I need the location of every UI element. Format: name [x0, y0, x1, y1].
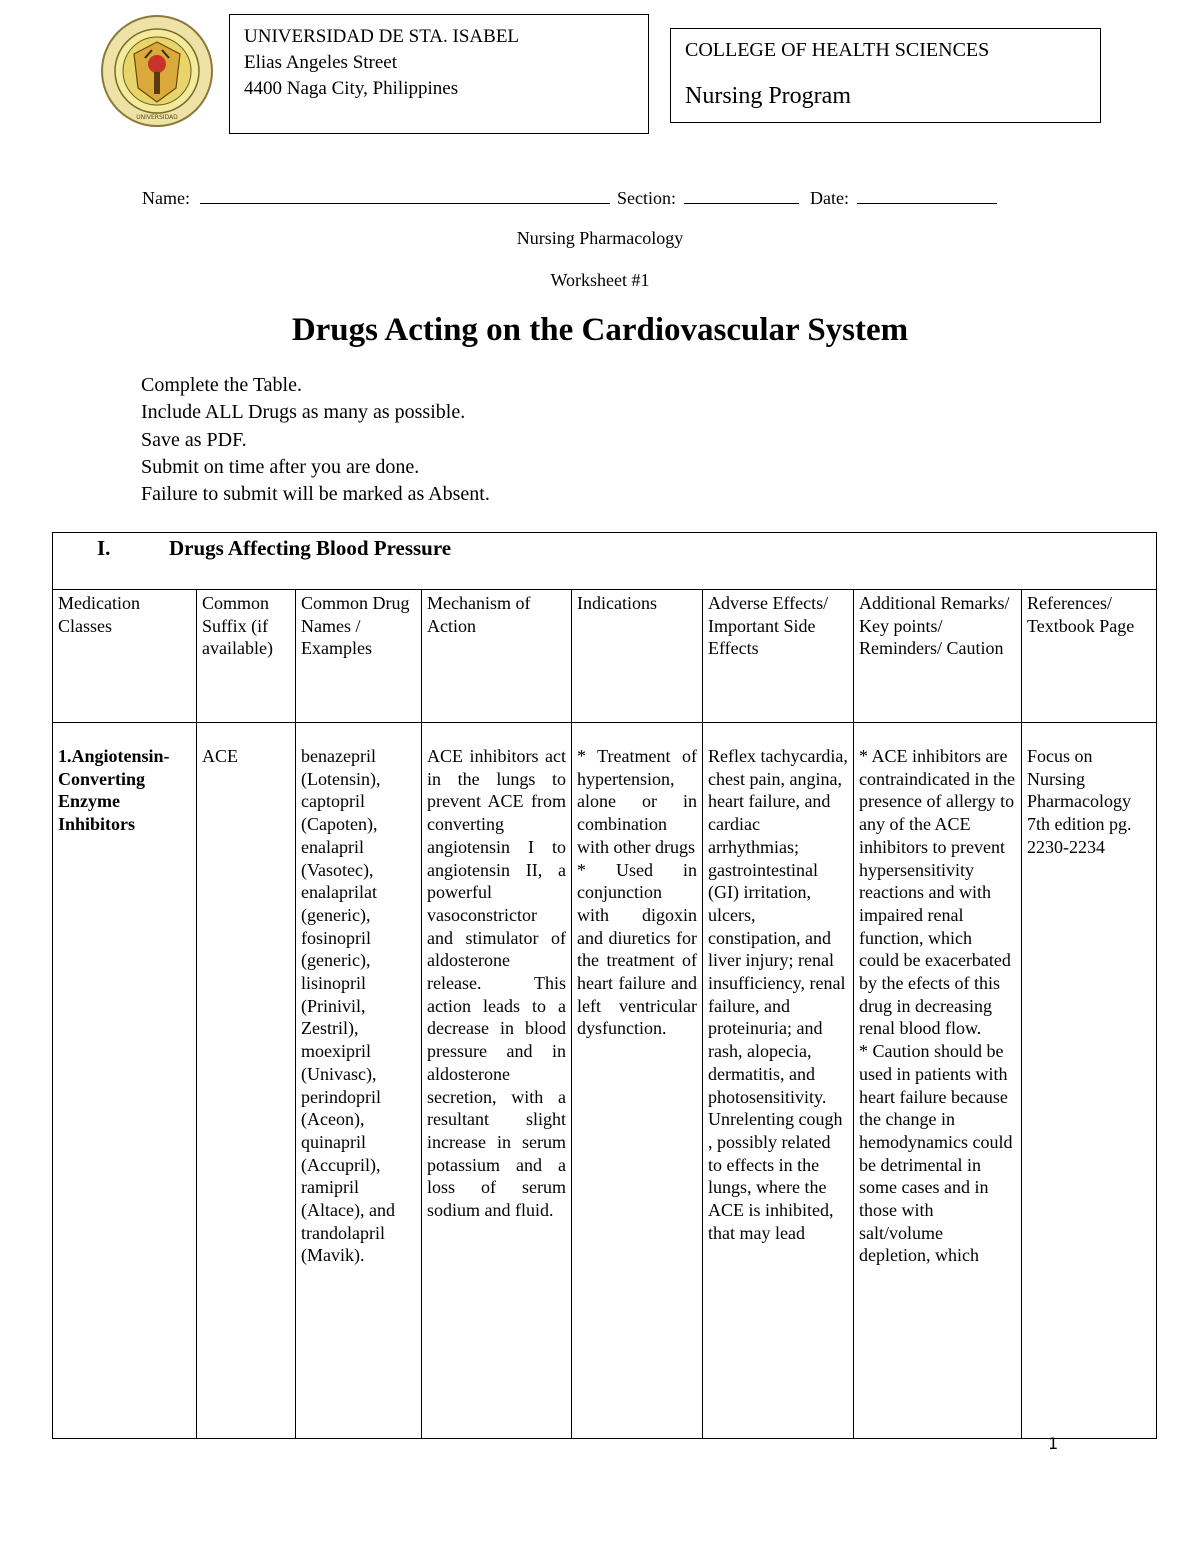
date-label: Date:	[809, 188, 849, 208]
worksheet-line: Worksheet #1	[550, 270, 650, 290]
seal-lettering: UNIVERSIDAD	[136, 114, 178, 121]
section-field[interactable]	[684, 185, 799, 204]
references-cell: Focus on Nursing Pharmacology 7th edition pg. 2230-2234	[1022, 723, 1157, 1439]
page-number: 1	[1048, 1434, 1059, 1453]
instruction-item: Save as PDF.	[141, 428, 247, 451]
column-header: Common Drug Names / Examples	[296, 590, 422, 723]
instruction-item: Failure to submit will be marked as Absent.	[141, 483, 490, 506]
instruction-item: Include ALL Drugs as many as possible.	[141, 401, 466, 424]
student-info-row	[142, 185, 997, 209]
program-name: Nursing Program	[685, 83, 851, 109]
section-title: Drugs Affecting Blood Pressure	[169, 536, 452, 560]
column-header: Additional Remarks/ Key points/ Reminders/ Caution	[854, 590, 1022, 723]
suffix-cell: ACE	[197, 723, 296, 1439]
university-street: Elias Angeles Street	[244, 52, 398, 73]
drug-names-cell: benazepril (Lotensin), captopril (Capoten), enalapril (Vasotec), enalaprilat (generic), fosinopril (generic), lisinopril (Prinivil, Zestril), moexipril (Univasc), perindopril (Aceon), quinapril (Accupril), ramipril (Altace), and trandolapril (Mavik).	[296, 723, 422, 1439]
university-seal-logo	[100, 14, 214, 128]
page-title: Drugs Acting on the Cardiovascular System	[291, 312, 909, 348]
table-row	[53, 723, 1157, 1439]
date-field[interactable]	[857, 185, 997, 204]
indications-cell: * Treatment of hypertension, alone or in combination with other drugs * Used in conjunction with digoxin and diuretics for the treatment of heart failure and left ventricular dysfunction.	[572, 723, 703, 1439]
university-name: UNIVERSIDAD DE STA. ISABEL	[244, 26, 520, 47]
name-label: Name:	[142, 188, 190, 208]
instructions-list	[141, 372, 490, 508]
column-header: Medication Classes	[53, 590, 197, 723]
drug-table	[52, 532, 1157, 1439]
mechanism-cell: ACE inhibitors act in the lungs to prevent ACE from converting angiotensin I to angiotensin II, a powerful vasoconstrictor and stimulator of aldosterone release. This action leads to a decrease in blood pressure and in aldosterone secretion, with a resultant slight increase in serum potassium and a loss of serum sodium and fluid.	[422, 723, 572, 1439]
university-address-box	[229, 14, 649, 134]
college-name: COLLEGE OF HEALTH SCIENCES	[685, 39, 990, 61]
university-city: 4400 Naga City, Philippines	[244, 78, 459, 99]
instruction-item: Complete the Table.	[141, 374, 302, 396]
adverse-effects-cell: Reflex tachycardia, chest pain, angina, heart failure, and cardiac arrhythmias; gastrointestinal (GI) irritation, ulcers, constipation, and liver injury; renal insufficiency, renal failure, and proteinuria; and rash, alopecia, dermatitis, and photosensitivity. Unrelenting cough , possibly related to effects in the lungs, where the ACE is inhibited, that may lead	[703, 723, 854, 1439]
name-field[interactable]	[200, 185, 610, 204]
subject-line: Nursing Pharmacology	[516, 228, 684, 248]
section-header	[53, 533, 1157, 590]
column-header: Indications	[572, 590, 703, 723]
table-header-row	[53, 590, 1157, 723]
medication-class-cell: 1.Angiotensin-Converting Enzyme Inhibitors	[53, 723, 197, 1439]
column-header: Adverse Effects/ Important Side Effects	[703, 590, 854, 723]
column-header: References/ Textbook Page	[1022, 590, 1157, 723]
remarks-cell: * ACE inhibitors are contraindicated in the presence of allergy to any of the ACE inhibitors to prevent hypersensitivity reactions and with impaired renal function, which could be exacerbated by the efects of this drug in decreasing renal blood flow. * Caution should be used in patients with heart failure because the change in hemodynamics could be detrimental in some cases and in those with salt/volume depletion, which	[854, 723, 1022, 1439]
section-label: Section:	[616, 188, 676, 208]
instruction-item: Submit on time after you are done.	[141, 455, 420, 478]
column-header: Common Suffix (if available)	[197, 590, 296, 723]
section-number: I.	[97, 536, 111, 560]
college-box	[670, 28, 1101, 123]
column-header: Mechanism of Action	[422, 590, 572, 723]
